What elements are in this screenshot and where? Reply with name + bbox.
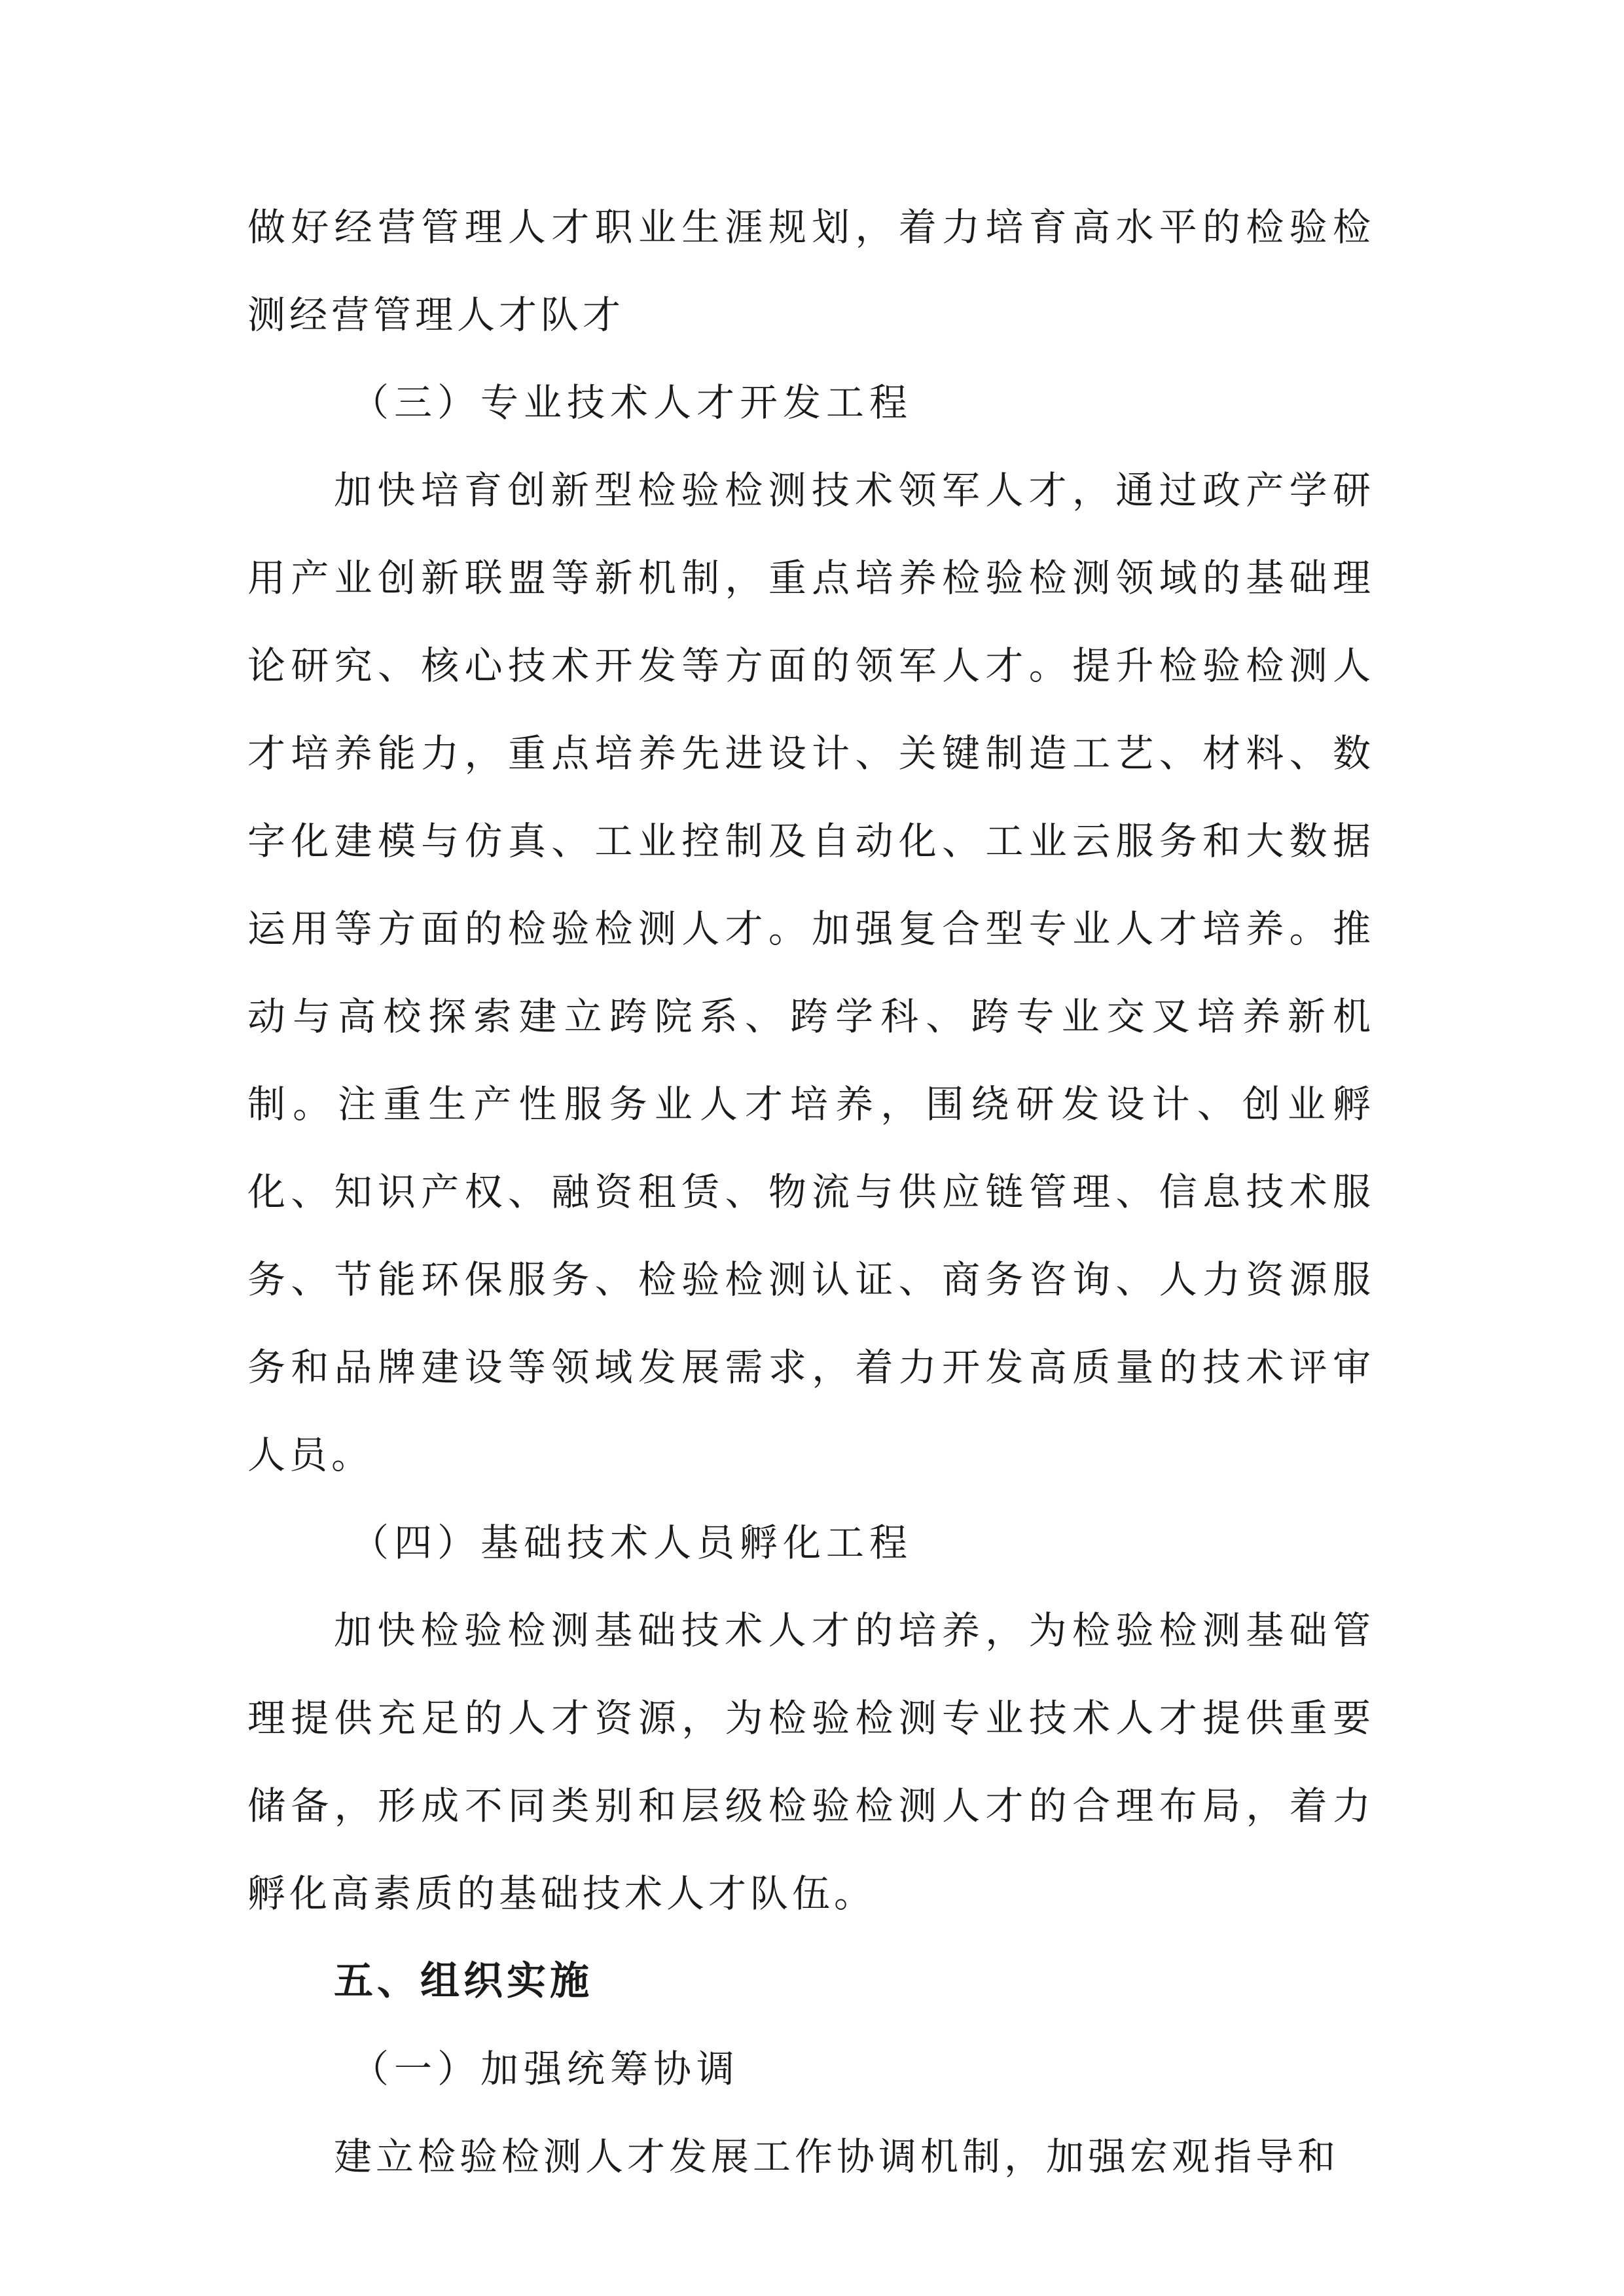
paragraph-basic-talent: 加快检验检测基础技术人才的培养，为检验检测基础管理提供充足的人才资源，为检验检测专业技术人才提供重要储备，形成不同类别和层级检验检测人才的合理布局，着力孵化高素质的基础技术人才队伍。 [247,1608,1375,1916]
document-body [247,183,1375,2200]
paragraph-coordination: 建立检验检测人才发展工作协调机制，加强宏观指导和 [334,2134,1340,2179]
subsection-heading-4: （四）基础技术人员孵化工程 [351,1520,913,1565]
subsection-heading-3: （三）专业技术人才开发工程 [351,380,913,425]
subsection-heading-1: （一）加强统筹协调 [351,2047,740,2091]
section-heading-5: 五、组织实施 [334,1958,593,2004]
paragraph-continued: 做好经营管理人才职业生涯规划，着力培育高水平的检验检测经营管理人才队才 [247,205,1375,337]
paragraph-professional-talent: 加快培育创新型检验检测技术领军人才，通过政产学研用产业创新联盟等新机制，重点培养检验检测领域的基础理论研究、核心技术开发等方面的领军人才。提升检验检测人才培养能力，重点培养先进设计、关键制造工艺、材料、数字化建模与仿真、工业控制及自动化、工业云服务和大数据运用等方面的检验检测人才。加强复合型专业人才培养。推动与高校探索建立跨院系、跨学科、跨专业交叉培养新机制。注重生产性服务业人才培养，围绕研发设计、创业孵化、知识产权、融资租赁、物流与供应链管理、信息技术服务、节能环保服务、检验检测认证、商务咨询、人力资源服务和品牌建设等领域发展需求，着力开发高质量的技术评审人员。 [247,468,1375,1477]
